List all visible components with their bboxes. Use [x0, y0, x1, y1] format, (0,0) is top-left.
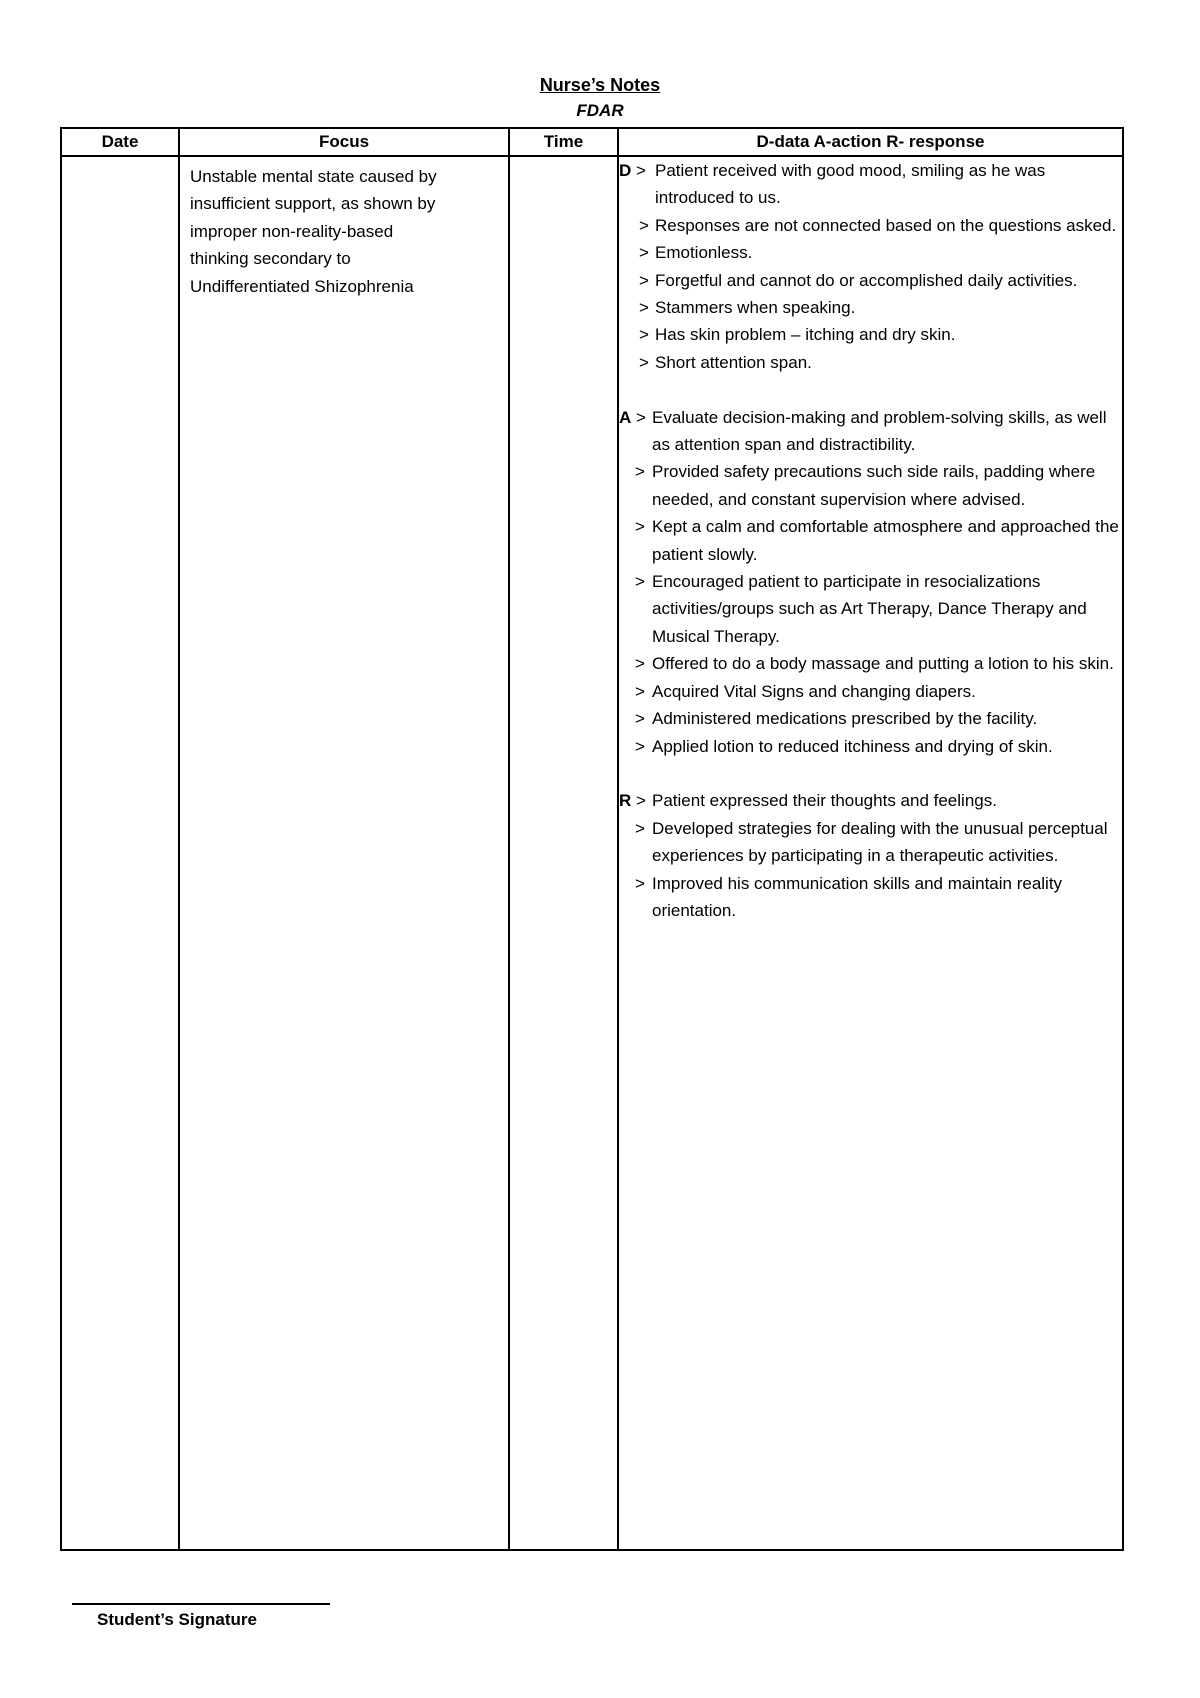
data-item-text: Responses are not connected based on the questions asked.	[655, 215, 1117, 235]
data-item-text: Stammers when speaking.	[655, 298, 856, 318]
response-item-text: Patient expressed their thoughts and feelings.	[652, 791, 997, 811]
response-item	[619, 870, 1122, 925]
data-item	[619, 349, 1122, 376]
signature-label: Student’s Signature	[97, 1610, 257, 1629]
focus-cell	[179, 156, 509, 1550]
response-item-text: Improved his communication skills and maintain reality orientation.	[652, 873, 1063, 920]
data-item	[619, 294, 1122, 321]
signature-line	[72, 1603, 330, 1605]
action-item	[619, 650, 1122, 677]
action-section-label: A >	[619, 407, 646, 427]
bullet-marker: >	[635, 462, 645, 482]
action-item-text: Offered to do a body massage and putting a lotion to his skin.	[652, 654, 1114, 674]
focus-text: Unstable mental state caused by insufficient support, as shown by improper non-reality-based thinking secondary to Undifferentiated Shizophrenia	[190, 167, 437, 296]
action-item-text: Administered medications prescribed by the facility.	[652, 709, 1038, 729]
bullet-marker: >	[635, 681, 645, 701]
bullet-marker: >	[635, 654, 645, 674]
header-time: Time	[509, 128, 618, 156]
bullet-marker: >	[639, 270, 649, 290]
bullet-marker: >	[635, 517, 645, 537]
action-item-text: Kept a calm and comfortable atmosphere and approached the patient slowly.	[652, 517, 1119, 564]
header-fdar: D-data A-action R- response	[618, 128, 1123, 156]
bullet-marker: >	[635, 572, 645, 592]
page-subtitle: FDAR	[576, 101, 624, 120]
bullet-marker: >	[635, 873, 645, 893]
response-item	[619, 815, 1122, 870]
action-item	[619, 404, 1122, 459]
data-item-text: Patient received with good mood, smiling as he was introduced to us.	[655, 161, 1046, 208]
data-item	[619, 321, 1122, 348]
response-section-label: R >	[619, 791, 646, 811]
data-item	[619, 239, 1122, 266]
action-item	[619, 568, 1122, 650]
action-item	[619, 458, 1122, 513]
data-item	[619, 267, 1122, 294]
action-section	[619, 404, 1122, 760]
action-item-text: Acquired Vital Signs and changing diapers.	[652, 681, 976, 701]
bullet-marker: >	[635, 709, 645, 729]
action-item	[619, 705, 1122, 732]
time-cell	[509, 156, 618, 1550]
table-header-row	[61, 128, 1123, 156]
nurses-notes-table	[60, 127, 1124, 1551]
action-item-text: Applied lotion to reduced itchiness and drying of skin.	[652, 736, 1053, 756]
response-section	[619, 787, 1122, 924]
bullet-marker: >	[639, 243, 649, 263]
data-item-text: Emotionless.	[655, 243, 753, 263]
page-title: Nurse’s Notes	[539, 75, 661, 95]
data-item	[619, 157, 1122, 212]
header-date: Date	[61, 128, 179, 156]
fdar-notes-cell	[618, 156, 1123, 1550]
action-item-text: Evaluate decision-making and problem-solving skills, as well as attention span and distractibility.	[652, 407, 1107, 455]
response-letter: R	[619, 791, 632, 811]
action-item-text: Provided safety precautions such side rails, padding where needed, and constant supervision where advised.	[652, 462, 1096, 509]
action-item	[619, 513, 1122, 568]
bullet-marker: >	[635, 736, 645, 756]
bullet-marker: >	[639, 298, 649, 318]
data-item-text: Forgetful and cannot do or accomplished daily activities.	[655, 270, 1078, 290]
date-cell	[61, 156, 179, 1550]
action-item-text: Encouraged patient to participate in resocializations activities/groups such as Art Therapy, Dance Therapy and Musical Therapy.	[652, 572, 1087, 646]
response-item-text: Developed strategies for dealing with the unusual perceptual experiences by participating in a therapeutic activities.	[652, 818, 1108, 866]
data-section-label: D >	[619, 161, 646, 180]
bullet-marker: >	[639, 325, 649, 345]
action-item	[619, 678, 1122, 705]
action-item	[619, 733, 1122, 760]
data-item-text: Short attention span.	[655, 352, 812, 372]
bullet-marker: >	[635, 818, 645, 838]
response-item	[619, 787, 1122, 814]
data-section	[619, 157, 1122, 376]
header-focus: Focus	[179, 128, 509, 156]
data-item	[619, 212, 1122, 239]
data-letter: D	[619, 161, 632, 180]
action-letter: A	[619, 407, 632, 427]
data-item-text: Has skin problem – itching and dry skin.	[655, 325, 956, 345]
bullet-marker: >	[639, 352, 649, 372]
table-row	[61, 156, 1123, 1550]
bullet-marker: >	[639, 215, 649, 235]
